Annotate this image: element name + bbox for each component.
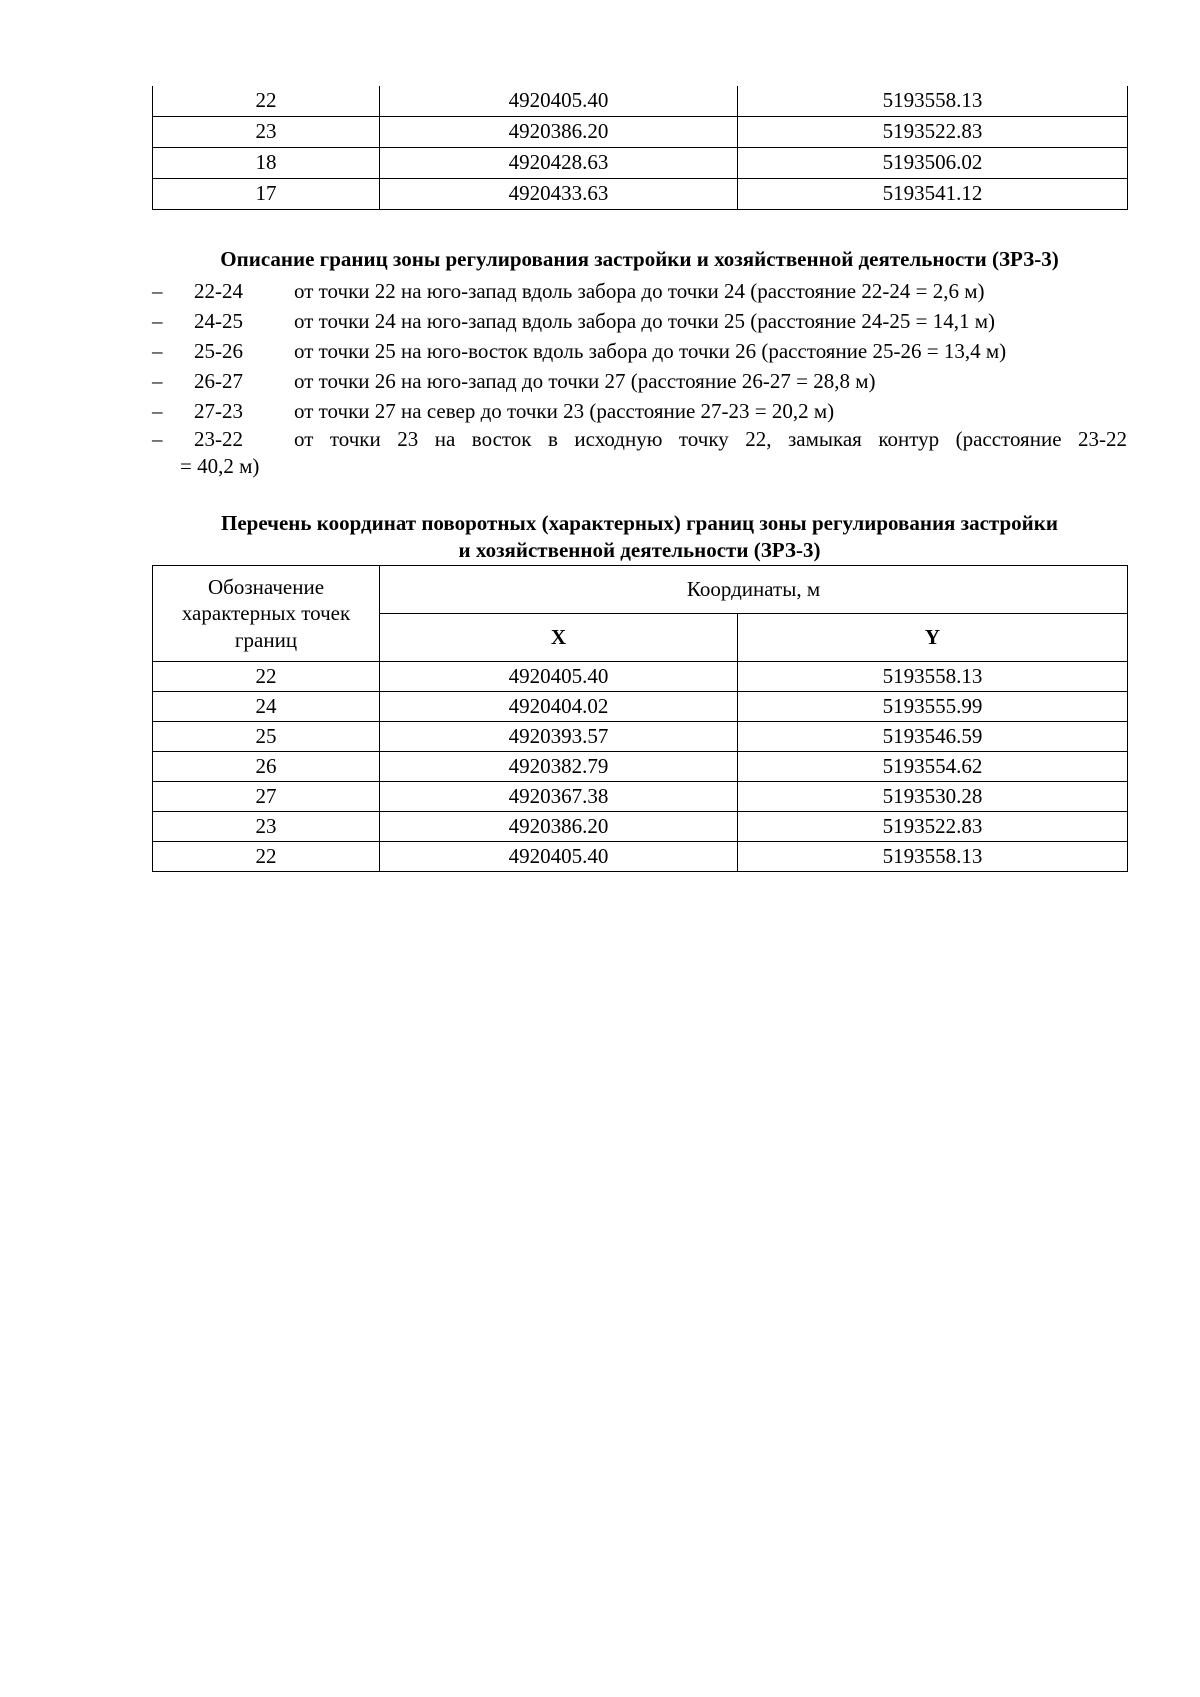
segment-code: 24-25 [194, 309, 243, 333]
point-cell: 22 [153, 86, 380, 117]
y-cell: 5193558.13 [738, 842, 1128, 872]
x-cell: 4920405.40 [380, 662, 738, 692]
table-row [153, 179, 1128, 210]
segment-description: от точки 27 на север до точки 23 (расстояние 27-23 = 20,2 м) [294, 399, 835, 423]
x-cell: 4920405.40 [380, 86, 738, 117]
header-points-cell: Обозначение характерных точек границ [153, 566, 380, 662]
segment-code: 26-27 [194, 369, 243, 393]
boundary-description-list [152, 276, 1127, 480]
list-item [152, 276, 1127, 306]
list-dash: – [152, 279, 163, 303]
point-cell: 23 [153, 117, 380, 148]
y-cell: 5193522.83 [738, 812, 1128, 842]
point-cell: 26 [153, 752, 380, 782]
segment-description: от точки 24 на юго-запад вдоль забора до точки 25 (расстояние 24-25 = 14,1 м) [294, 309, 995, 333]
list-item [152, 396, 1127, 426]
point-cell: 18 [153, 148, 380, 179]
x-cell: 4920433.63 [380, 179, 738, 210]
y-cell: 5193541.12 [738, 179, 1128, 210]
point-cell: 17 [153, 179, 380, 210]
table-row [153, 117, 1128, 148]
boundary-coordinates-table [152, 565, 1128, 872]
y-cell: 5193558.13 [738, 662, 1128, 692]
header-coords-cell: Координаты, м [380, 566, 1128, 614]
x-cell: 4920404.02 [380, 692, 738, 722]
list-item [152, 366, 1127, 396]
x-cell: 4920405.40 [380, 842, 738, 872]
list-item [152, 336, 1127, 366]
list-item [152, 426, 1127, 480]
zone-boundary-description-title: Описание границ зоны регулирования застройки и хозяйственной деятельности (ЗРЗ-3) [220, 247, 1059, 271]
segment-description-continuation: = 40,2 м) [180, 454, 260, 478]
x-cell: 4920367.38 [380, 782, 738, 812]
point-cell: 22 [153, 842, 380, 872]
top-coordinates-table [152, 86, 1128, 210]
list-dash: – [152, 339, 163, 363]
coordinates-list-title-line1: Перечень координат поворотных (характерных) границ зоны регулирования застройки [221, 511, 1058, 535]
y-cell: 5193506.02 [738, 148, 1128, 179]
list-item [152, 306, 1127, 336]
coordinates-list-title [152, 510, 1127, 564]
point-cell: 27 [153, 782, 380, 812]
point-cell: 23 [153, 812, 380, 842]
point-cell: 24 [153, 692, 380, 722]
table-row [153, 782, 1128, 812]
table-row [153, 722, 1128, 752]
x-cell: 4920382.79 [380, 752, 738, 782]
x-cell: 4920386.20 [380, 117, 738, 148]
segment-description: от точки 22 на юго-запад вдоль забора до точки 24 (расстояние 22-24 = 2,6 м) [294, 279, 985, 303]
segment-code: 25-26 [194, 339, 243, 363]
segment-description: от точки 25 на юго-восток вдоль забора до точки 26 (расстояние 25-26 = 13,4 м) [294, 339, 1007, 363]
point-cell: 25 [153, 722, 380, 752]
segment-description: от точки 26 на юго-запад до точки 27 (расстояние 26-27 = 28,8 м) [294, 369, 876, 393]
table-row [153, 812, 1128, 842]
x-cell: 4920386.20 [380, 812, 738, 842]
point-cell: 22 [153, 662, 380, 692]
table-row [153, 662, 1128, 692]
header-y-cell: Y [738, 614, 1128, 662]
segment-code: 22-24 [194, 279, 243, 303]
y-cell: 5193522.83 [738, 117, 1128, 148]
list-dash: – [152, 369, 163, 393]
table-row [153, 86, 1128, 117]
segment-description: от точки 23 на восток в исходную точку 22, замыкая контур (расстояние 23-22 [294, 427, 1127, 451]
list-dash: – [152, 309, 163, 333]
y-cell: 5193555.99 [738, 692, 1128, 722]
segment-code: 27-23 [194, 399, 243, 423]
header-x-cell: X [380, 614, 738, 662]
table-row [153, 692, 1128, 722]
y-cell: 5193554.62 [738, 752, 1128, 782]
table-row [153, 752, 1128, 782]
y-cell: 5193530.28 [738, 782, 1128, 812]
list-dash: – [152, 427, 163, 451]
y-cell: 5193558.13 [738, 86, 1128, 117]
coordinates-list-title-line2: и хозяйственной деятельности (ЗРЗ-3) [458, 538, 821, 562]
x-cell: 4920428.63 [380, 148, 738, 179]
list-dash: – [152, 399, 163, 423]
table-row [153, 842, 1128, 872]
table-row [153, 148, 1128, 179]
x-cell: 4920393.57 [380, 722, 738, 752]
y-cell: 5193546.59 [738, 722, 1128, 752]
segment-code: 23-22 [194, 427, 243, 451]
